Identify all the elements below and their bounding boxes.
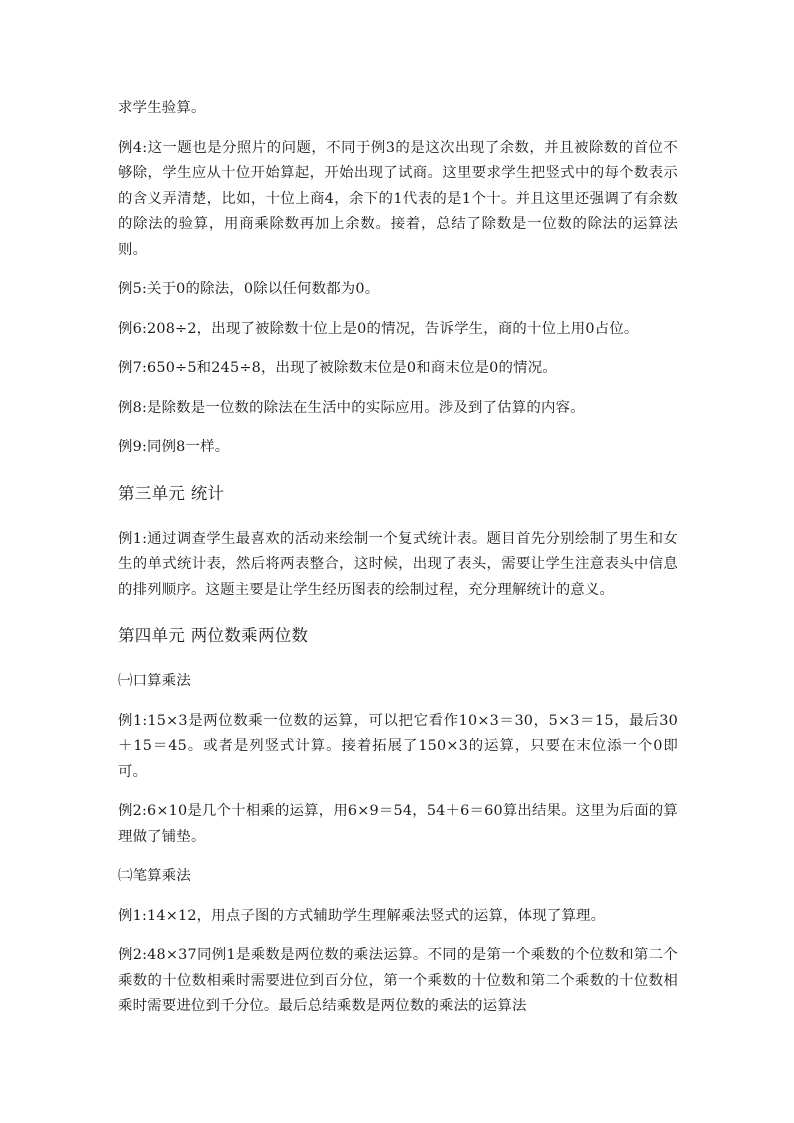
paragraph: 例5:关于0的除法，0除以任何数都为0。 [118, 281, 380, 297]
paragraph: ㈠口算乘法 [118, 673, 191, 689]
paragraph: 例1:通过调查学生最喜欢的活动来绘制一个复式统计表。题目首先分别绘制了男生和女生的单式统计表，然后将两表整合，这时候，出现了表头，需要让学生注意表头中信息的排列顺序。这题主要是让学生经历图表的绘制过程，充分理解统计的意义。 [118, 530, 678, 598]
document-page [118, 96, 678, 1020]
paragraph: 例7:650÷5和245÷8，出现了被除数末位是0和商末位是0的情况。 [118, 360, 557, 376]
paragraph: 例2:6×10是几个十相乘的运算，用6×9＝54，54＋6＝60算出结果。这里为后面的算理做了铺垫。 [118, 803, 678, 845]
paragraph: 例9:同例8一样。 [118, 439, 230, 455]
paragraph: 例6:208÷2，出现了被除数十位上是0的情况，告诉学生，商的十位上用0占位。 [118, 320, 639, 337]
paragraph: 求学生验算。 [118, 100, 206, 116]
paragraph: 例4:这一题也是分照片的问题，不同于例3的是这次出现了余数，并且被除数的首位不够除，学生应从十位开始算起，开始出现了试商。这里要求学生把竖式中的每个数表示的含义弄清楚，比如，十位上商4，余下的1代表的是1个十。并且这里还强调了有余数的除法的验算，用商乘除数再加上余数。接着，总结了除数是一位数的除法的运算法则。 [118, 139, 678, 258]
paragraph: 例1:14×12，用点子图的方式辅助学生理解乘法竖式的运算，体现了算理。 [118, 907, 606, 924]
paragraph: 例8:是除数是一位数的除法在生活中的实际应用。涉及到了估算的内容。 [118, 399, 585, 416]
section-heading: 第三单元 统计 [118, 483, 225, 503]
paragraph: 例2:48×37同例1是乘数是两位数的乘法运算。不同的是第一个乘数的个位数和第二个乘数的十位数相乘时需要进位到百分位，第一个乘数的十位数和第二个乘数的十位数相乘时需要进位到千分位。最后总结乘数是两位数的乘法的运算法 [118, 947, 678, 1014]
paragraph: ㈡笔算乘法 [118, 868, 191, 884]
section-heading: 第四单元 两位数乘两位数 [118, 626, 309, 645]
paragraph: 例1:15×3是两位数乘一位数的运算，可以把它看作10×3＝30，5×3＝15，最后30＋15＝45。或者是列竖式计算。接着拓展了150×3的运算，只要在末位添一个0即可。 [118, 712, 678, 780]
